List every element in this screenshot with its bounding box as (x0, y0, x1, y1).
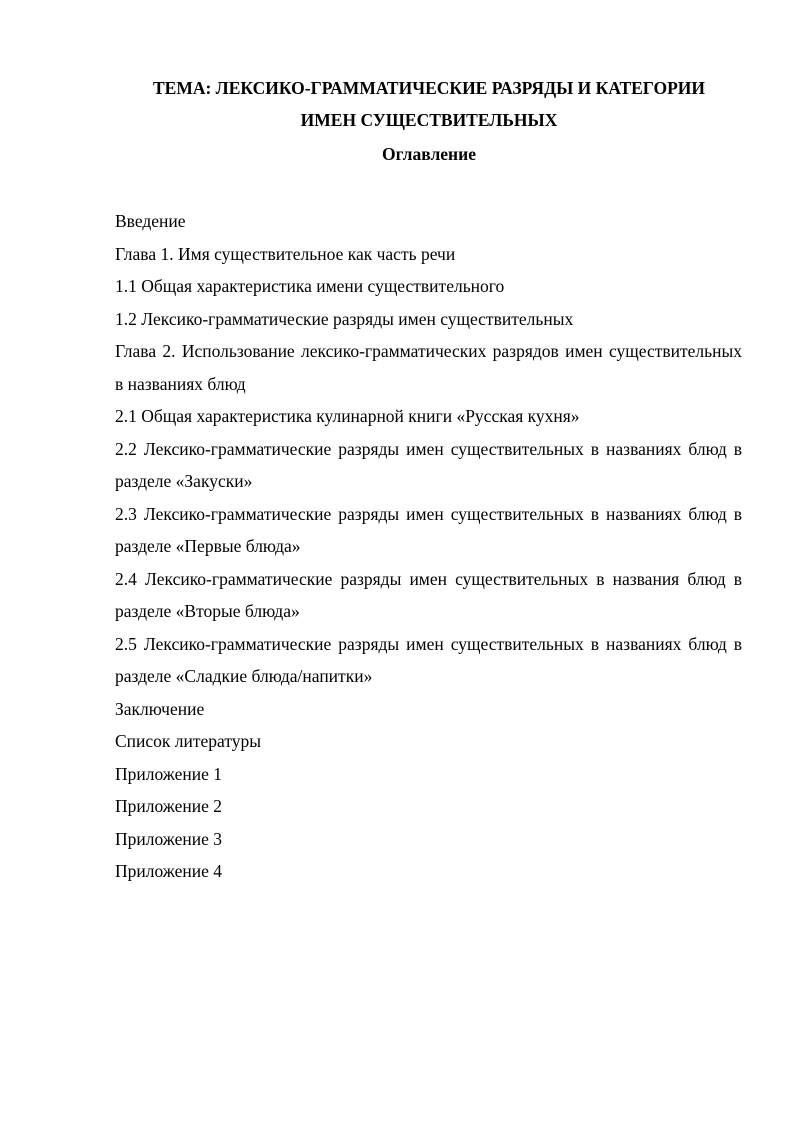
toc-heading: Оглавление (382, 144, 476, 164)
toc-item-appendix-2: Приложение 2 (115, 796, 223, 816)
document-title-line-1: ТЕМА: ЛЕКСИКО-ГРАММАТИЧЕСКИЕ РАЗРЯДЫ И КАТЕГОРИИ (152, 78, 706, 98)
toc-item-bibliography: Список литературы (115, 731, 262, 751)
toc-item-1-2: 1.2 Лексико-грамматические разряды имен существительных (115, 308, 574, 329)
toc-item-chapter-1: Глава 1. Имя существительное как часть речи (115, 243, 456, 264)
toc-item-introduction: Введение (115, 211, 186, 231)
toc-item-chapter-2: Глава 2. Использование лексико-грамматических разрядов имен существительных в названиях блюд (115, 341, 742, 394)
toc-item-1-1: 1.1 Общая характеристика имени существительного (115, 276, 505, 296)
table-of-contents (115, 205, 742, 888)
toc-item-appendix-1: Приложение 1 (115, 763, 223, 784)
toc-item-appendix-4: Приложение 4 (115, 861, 223, 881)
toc-item-2-3: 2.3 Лексико-грамматические разряды имен существительных в названиях блюд в разделе «Первые блюда» (115, 503, 742, 556)
toc-item-2-5: 2.5 Лексико-грамматические разряды имен существительных в названиях блюд в разделе «Сладкие блюда/напитки» (115, 633, 742, 686)
document-title-line-2: ИМЕН СУЩЕСТВИТЕЛЬНЫХ (300, 110, 558, 130)
toc-item-conclusion: Заключение (115, 698, 205, 719)
toc-item-2-2: 2.2 Лексико-грамматические разряды имен существительных в названиях блюд в разделе «Закуски» (115, 438, 742, 491)
toc-item-appendix-3: Приложение 3 (115, 828, 223, 849)
toc-item-2-4: 2.4 Лексико-грамматические разряды имен существительных в названия блюд в разделе «Вторые блюда» (115, 568, 742, 621)
toc-item-2-1: 2.1 Общая характеристика кулинарной книги «Русская кухня» (115, 406, 580, 426)
